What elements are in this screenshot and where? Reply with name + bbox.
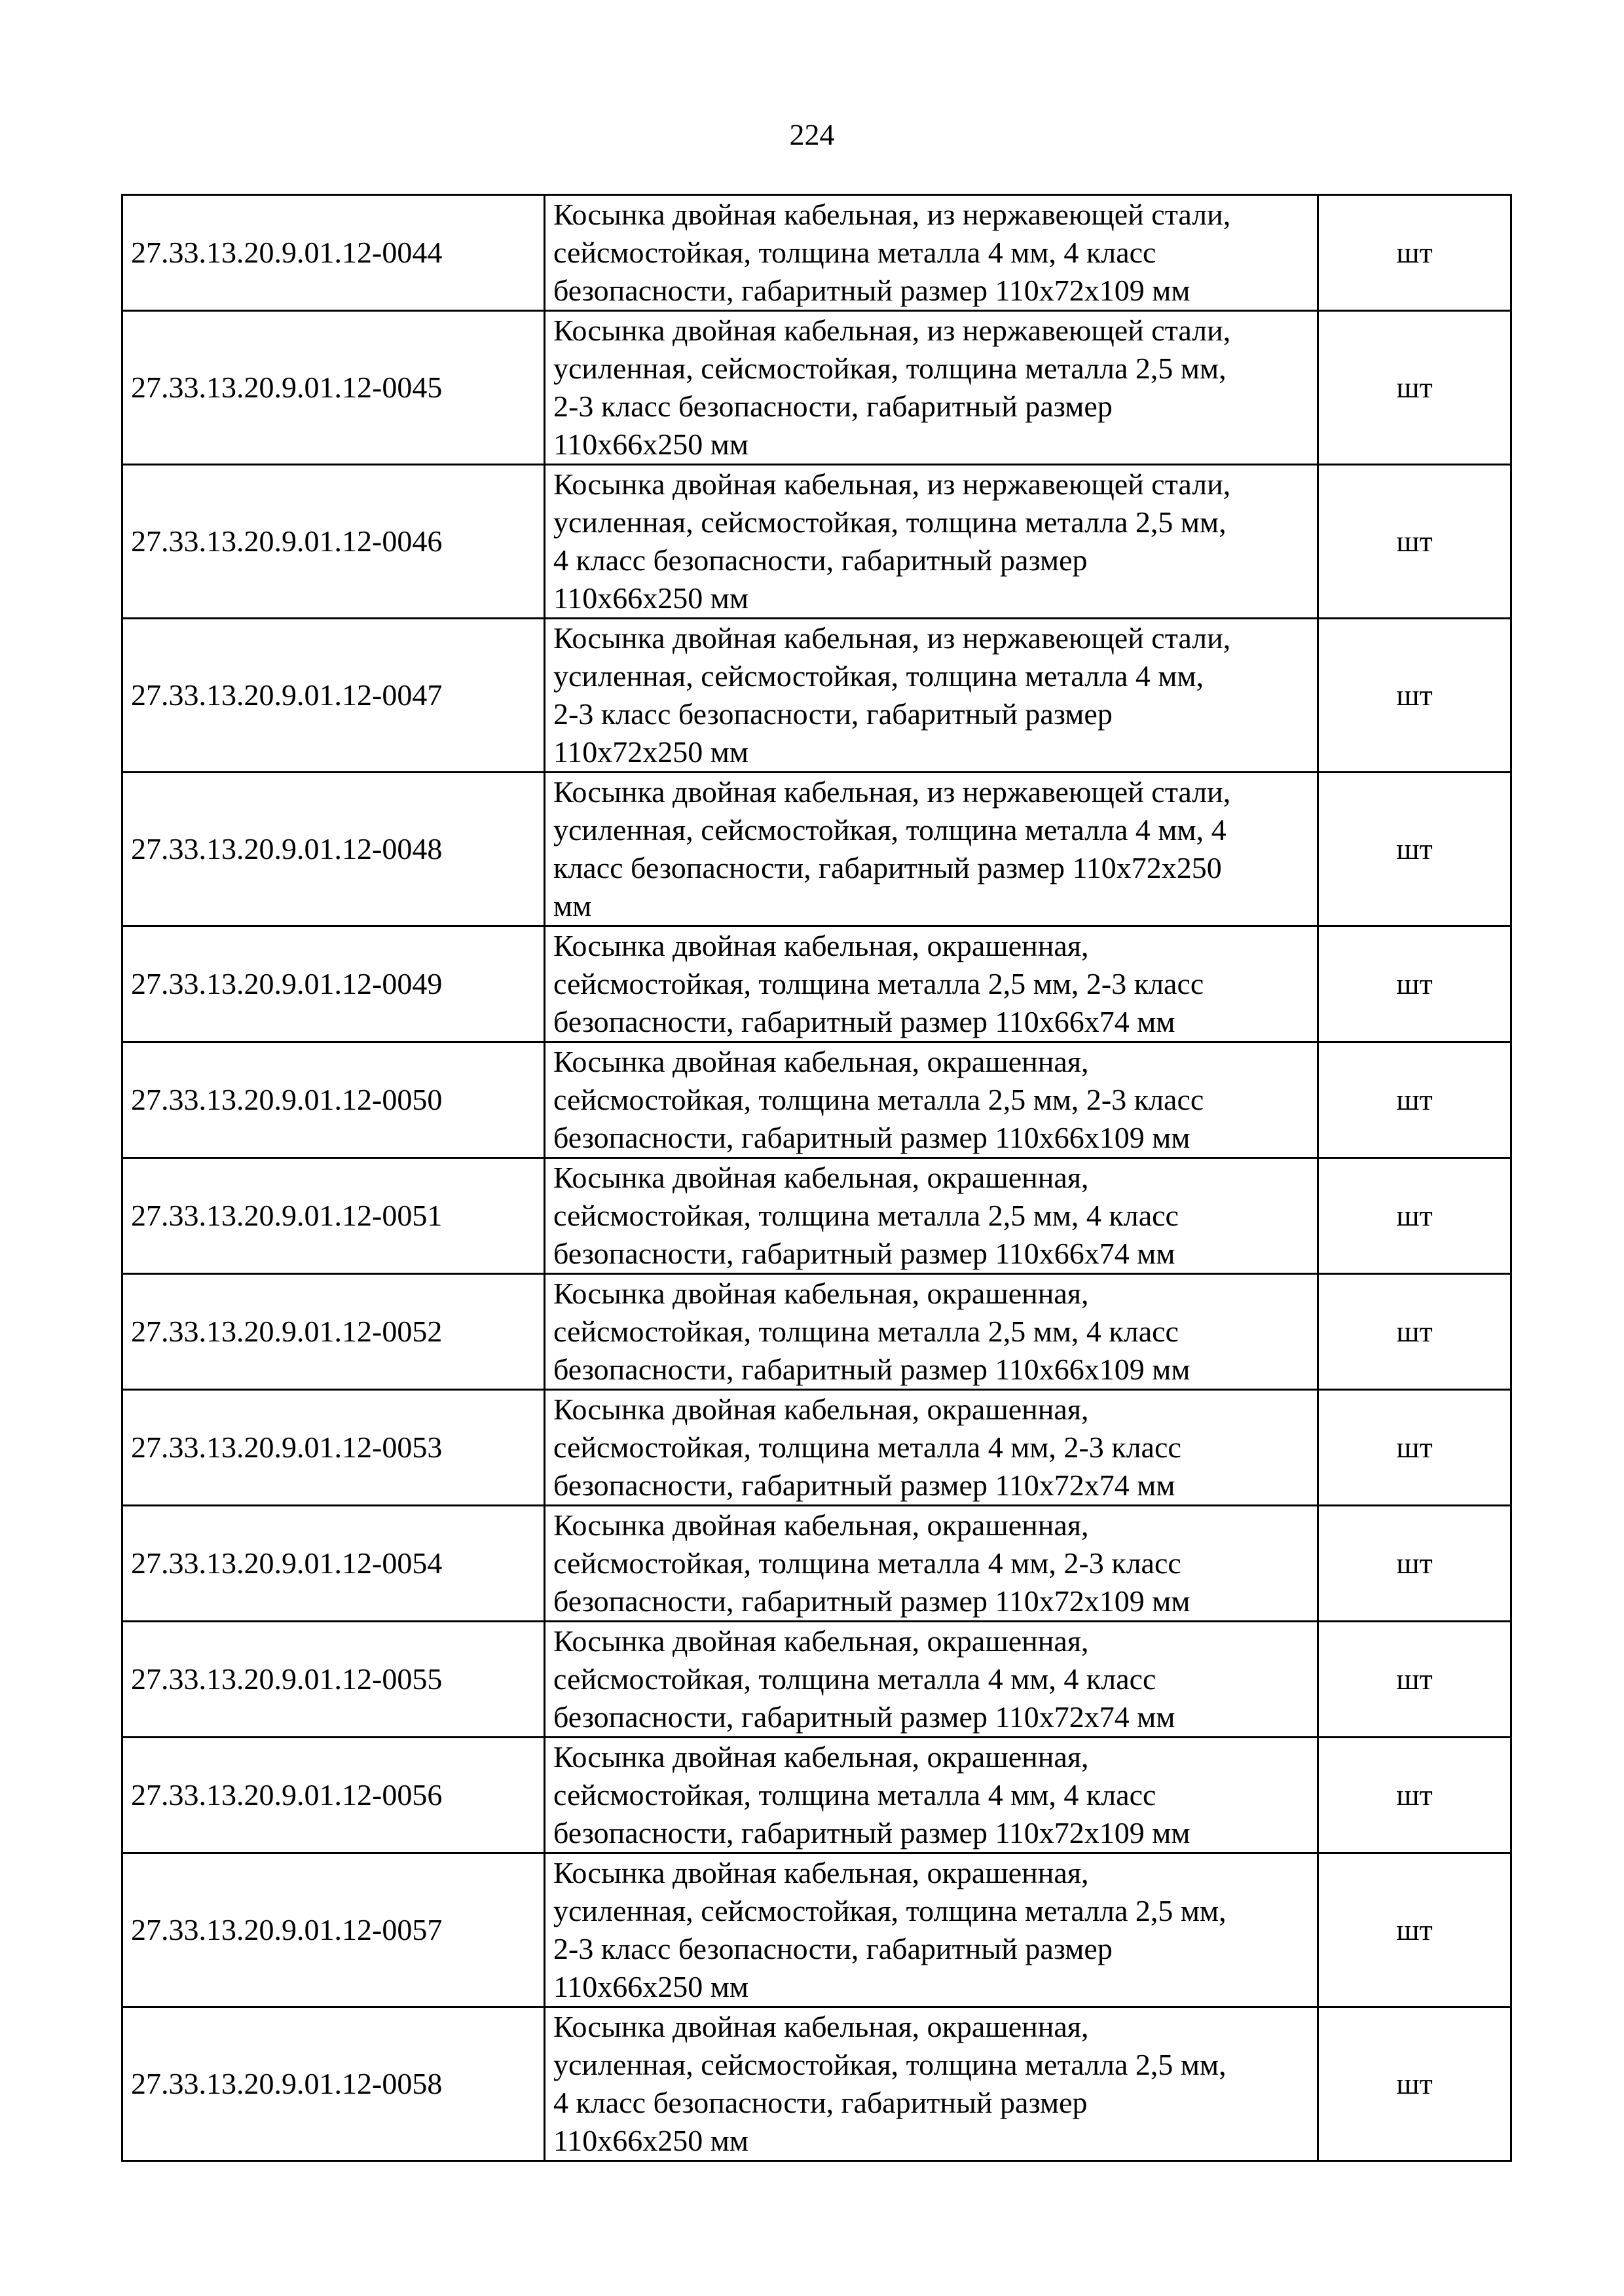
unit-of-measure: шт <box>1318 1042 1511 1158</box>
description-line: Косынка двойная кабельная, окрашенная, <box>553 1508 1089 1542</box>
unit-of-measure: шт <box>1318 465 1511 619</box>
resource-code: 27.33.13.20.9.01.12-0050 <box>122 1042 545 1158</box>
table-row <box>122 311 1511 465</box>
resource-code: 27.33.13.20.9.01.12-0044 <box>122 195 545 311</box>
description-line: сейсмостойкая, толщина металла 4 мм, 4 класс <box>553 236 1156 269</box>
table-row <box>122 926 1511 1042</box>
table-row <box>122 1042 1511 1158</box>
resource-code: 27.33.13.20.9.01.12-0049 <box>122 926 545 1042</box>
description-line: безопасности, габаритный размер 110х72х109 мм <box>553 274 1190 307</box>
description-line: 2-3 класс безопасности, габаритный размер <box>553 1932 1113 1965</box>
description-line: 110х72х250 мм <box>553 735 749 769</box>
unit-of-measure: шт <box>1318 1274 1511 1390</box>
description-line: 4 класс безопасности, габаритный размер <box>553 543 1088 577</box>
description-line: Косынка двойная кабельная, окрашенная, <box>553 1393 1089 1426</box>
resource-description <box>545 773 1318 926</box>
description-line: 110х66х250 мм <box>553 2124 749 2157</box>
description-line: Косынка двойная кабельная, окрашенная, <box>553 1856 1089 1889</box>
unit-of-measure: шт <box>1318 619 1511 773</box>
description-line: безопасности, габаритный размер 110х72х74 мм <box>553 1468 1175 1502</box>
description-line: класс безопасности, габаритный размер 110х72х250 <box>553 851 1222 884</box>
description-line: усиленная, сейсмостойкая, толщина металла 2,5 мм, <box>553 1894 1227 1927</box>
table-row <box>122 1853 1511 2007</box>
table-row <box>122 2007 1511 2161</box>
description-line: Косынка двойная кабельная, из нержавеющей стали, <box>553 467 1231 501</box>
description-line: сейсмостойкая, толщина металла 4 мм, 4 класс <box>553 1662 1156 1696</box>
description-line: 4 класс безопасности, габаритный размер <box>553 2086 1088 2119</box>
description-line: Косынка двойная кабельная, окрашенная, <box>553 1045 1089 1078</box>
description-line: 2-3 класс безопасности, габаритный размер <box>553 697 1113 731</box>
description-line: безопасности, габаритный размер 110х66х74 мм <box>553 1005 1175 1038</box>
description-line: Косынка двойная кабельная, из нержавеющей стали, <box>553 775 1231 809</box>
resource-code: 27.33.13.20.9.01.12-0053 <box>122 1390 545 1506</box>
table-row <box>122 1274 1511 1390</box>
resource-description <box>545 619 1318 773</box>
description-line: Косынка двойная кабельная, из нержавеющей стали, <box>553 621 1231 655</box>
description-line: Косынка двойная кабельная, окрашенная, <box>553 1740 1089 1774</box>
description-line: Косынка двойная кабельная, окрашенная, <box>553 929 1089 962</box>
resource-description <box>545 1042 1318 1158</box>
unit-of-measure: шт <box>1318 1506 1511 1622</box>
unit-of-measure: шт <box>1318 1622 1511 1738</box>
resource-description <box>545 195 1318 311</box>
resource-code: 27.33.13.20.9.01.12-0057 <box>122 1853 545 2007</box>
unit-of-measure: шт <box>1318 1853 1511 2007</box>
resource-code: 27.33.13.20.9.01.12-0045 <box>122 311 545 465</box>
description-line: 110х66х250 мм <box>553 581 749 615</box>
description-line: 110х66х250 мм <box>553 428 749 461</box>
resource-code: 27.33.13.20.9.01.12-0056 <box>122 1738 545 1853</box>
description-line: мм <box>553 889 592 922</box>
unit-of-measure: шт <box>1318 1390 1511 1506</box>
resource-description <box>545 1622 1318 1738</box>
resource-table <box>121 194 1512 2162</box>
description-line: безопасности, габаритный размер 110х72х109 мм <box>553 1584 1190 1618</box>
description-line: сейсмостойкая, толщина металла 4 мм, 2-3 класс <box>553 1430 1181 1464</box>
description-line: безопасности, габаритный размер 110х66х109 мм <box>553 1121 1190 1154</box>
resource-description <box>545 1853 1318 2007</box>
description-line: усиленная, сейсмостойкая, толщина металла 4 мм, 4 <box>553 813 1227 847</box>
table-row <box>122 1506 1511 1622</box>
table-row <box>122 195 1511 311</box>
resource-code: 27.33.13.20.9.01.12-0046 <box>122 465 545 619</box>
resource-description <box>545 2007 1318 2161</box>
table-row <box>122 1158 1511 1274</box>
resource-description <box>545 1738 1318 1853</box>
unit-of-measure: шт <box>1318 1158 1511 1274</box>
resource-description <box>545 311 1318 465</box>
resource-description <box>545 1390 1318 1506</box>
description-line: 2-3 класс безопасности, габаритный размер <box>553 390 1113 423</box>
description-line: безопасности, габаритный размер 110х72х74 мм <box>553 1700 1175 1734</box>
description-line: безопасности, габаритный размер 110х66х74 мм <box>553 1237 1175 1270</box>
description-line: 110х66х250 мм <box>553 1970 749 2003</box>
resource-code: 27.33.13.20.9.01.12-0051 <box>122 1158 545 1274</box>
description-line: сейсмостойкая, толщина металла 2,5 мм, 4 класс <box>553 1199 1179 1232</box>
description-line: безопасности, габаритный размер 110х72х109 мм <box>553 1816 1190 1850</box>
resource-description <box>545 1506 1318 1622</box>
resource-code: 27.33.13.20.9.01.12-0058 <box>122 2007 545 2161</box>
table-row <box>122 1390 1511 1506</box>
description-line: Косынка двойная кабельная, окрашенная, <box>553 2010 1089 2043</box>
resource-code: 27.33.13.20.9.01.12-0052 <box>122 1274 545 1390</box>
description-line: сейсмостойкая, толщина металла 2,5 мм, 2-3 класс <box>553 967 1204 1000</box>
table-row <box>122 1738 1511 1853</box>
page-number: 224 <box>789 118 835 151</box>
unit-of-measure: шт <box>1318 1738 1511 1853</box>
resource-description <box>545 1158 1318 1274</box>
description-line: Косынка двойная кабельная, окрашенная, <box>553 1277 1089 1310</box>
unit-of-measure: шт <box>1318 2007 1511 2161</box>
description-line: сейсмостойкая, толщина металла 4 мм, 4 класс <box>553 1778 1156 1812</box>
description-line: Косынка двойная кабельная, из нержавеющей стали, <box>553 314 1231 347</box>
table-row <box>122 1622 1511 1738</box>
description-line: безопасности, габаритный размер 110х66х109 мм <box>553 1353 1190 1386</box>
description-line: усиленная, сейсмостойкая, толщина металла 2,5 мм, <box>553 2048 1227 2081</box>
table-row <box>122 465 1511 619</box>
unit-of-measure: шт <box>1318 773 1511 926</box>
resource-description <box>545 1274 1318 1390</box>
table-row <box>122 619 1511 773</box>
description-line: сейсмостойкая, толщина металла 4 мм, 2-3 класс <box>553 1546 1181 1580</box>
resource-code: 27.33.13.20.9.01.12-0048 <box>122 773 545 926</box>
description-line: Косынка двойная кабельная, из нержавеющей стали, <box>553 198 1231 231</box>
table-row <box>122 773 1511 926</box>
resource-code: 27.33.13.20.9.01.12-0054 <box>122 1506 545 1622</box>
unit-of-measure: шт <box>1318 926 1511 1042</box>
description-line: усиленная, сейсмостойкая, толщина металла 2,5 мм, <box>553 352 1227 385</box>
description-line: сейсмостойкая, толщина металла 2,5 мм, 2-3 класс <box>553 1083 1204 1116</box>
description-line: усиленная, сейсмостойкая, толщина металла 2,5 мм, <box>553 505 1227 539</box>
table-body <box>122 195 1511 2161</box>
description-line: сейсмостойкая, толщина металла 2,5 мм, 4 класс <box>553 1315 1179 1348</box>
resource-description <box>545 465 1318 619</box>
resource-code: 27.33.13.20.9.01.12-0055 <box>122 1622 545 1738</box>
unit-of-measure: шт <box>1318 311 1511 465</box>
unit-of-measure: шт <box>1318 195 1511 311</box>
description-line: усиленная, сейсмостойкая, толщина металла 4 мм, <box>553 659 1204 693</box>
description-line: Косынка двойная кабельная, окрашенная, <box>553 1624 1089 1658</box>
description-line: Косынка двойная кабельная, окрашенная, <box>553 1161 1089 1194</box>
resource-code: 27.33.13.20.9.01.12-0047 <box>122 619 545 773</box>
resource-description <box>545 926 1318 1042</box>
